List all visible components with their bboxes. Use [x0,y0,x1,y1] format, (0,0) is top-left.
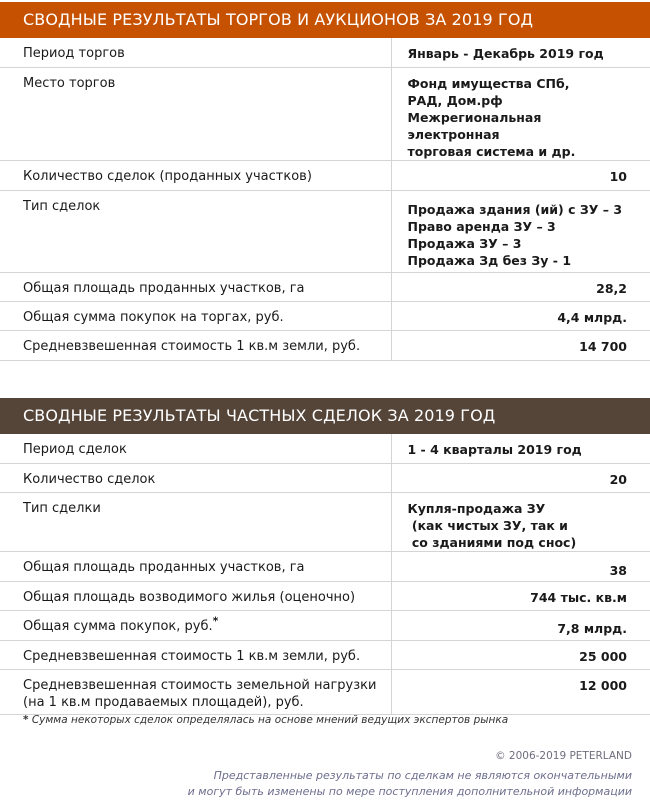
value-line: (как чистых ЗУ, так и [407,517,568,533]
value-line: Фонд имущества СПб, [407,75,570,91]
value-line: РАД, Дом.рф [407,92,503,108]
row-value [391,434,650,463]
value-line: Январь - Декабрь 2019 год [407,46,604,61]
footnote [23,714,508,726]
label-line: Общая сумма покупок, руб. [23,618,213,634]
auctions-section-title: СВОДНЫЕ РЕЗУЛЬТАТЫ ТОРГОВ И АУКЦИОНОВ ЗА 2019 ГОД [0,2,650,38]
label-line: Тип сделки [23,500,101,516]
table-row [0,581,650,610]
table-row [0,190,650,272]
label-line: Период сделок [23,442,127,457]
row-value [391,160,650,190]
row-label: Средневзвешенная стоимость 1 кв.м земли, руб. [0,330,391,360]
value-line: со зданиями под снос) [407,534,577,550]
row-value [391,669,650,714]
row-label [0,492,391,551]
disclaimer-line: Представленные результаты по сделкам не являются окончательными [213,769,632,782]
table-row [0,160,650,190]
table-row [0,434,650,463]
row-value [391,272,650,301]
row-label: Общая сумма покупок на торгах, руб. [0,301,391,330]
value-line: 4,4 млрд. [557,309,627,325]
value-line: 12 000 [579,677,627,693]
table-row [0,640,650,669]
table-row [0,492,650,551]
value-line: Межрегиональная электронная [407,109,542,142]
value-line: 14 700 [579,338,627,354]
table-row [0,551,650,581]
table-row [0,669,650,714]
row-value [391,551,650,581]
row-value [391,330,650,360]
row-label: Количество сделок (проданных участков) [0,160,391,190]
value-line: 25 000 [579,648,627,664]
row-label [0,434,391,463]
value-line: 10 [609,168,627,184]
table-row [0,38,650,67]
value-line: Продажа Зд без Зу - 1 [407,252,572,268]
row-label [0,640,391,669]
value-line: Право аренда ЗУ – 3 [407,218,556,234]
row-value [391,610,650,640]
row-label [0,669,391,714]
value-line: торговая система и др. [407,143,576,159]
value-line: 28,2 [596,280,627,296]
value-line: 744 тыс. кв.м [530,589,627,605]
row-value [391,190,650,272]
value-line: 20 [609,471,627,487]
table-row [0,463,650,492]
row-value [391,640,650,669]
footnote-marker: * [212,614,219,628]
auctions-summary-table [0,38,650,361]
label-line: Общая площадь возводимого жилья (оценочно) [23,589,356,605]
table-row [0,272,650,301]
value-line: 38 [609,562,627,578]
row-value [391,67,650,160]
private-section-title: СВОДНЫЕ РЕЗУЛЬТАТЫ ЧАСТНЫХ СДЕЛОК ЗА 2019 ГОД [0,398,650,434]
value-line: Продажа ЗУ – 3 [407,235,522,251]
disclaimer-line: и могут быть изменены по мере поступления дополнительной информации [187,785,632,798]
row-label: Общая площадь проданных участков, га [0,272,391,301]
value-line: Купля-продажа ЗУ [407,500,546,516]
label-line: Общая площадь проданных участков, га [23,559,305,575]
value-line: Продажа здания (ий) с ЗУ – 3 [407,201,623,217]
table-row [0,301,650,330]
row-label [0,463,391,492]
row-label [0,581,391,610]
private-deals-table [0,434,650,715]
disclaimer [188,768,632,800]
row-value [391,38,650,67]
row-label [0,610,391,640]
footnote-text: Сумма некоторых сделок определялась на основе мнений ведущих экспертов рынка [31,714,509,726]
value-line: 7,8 млрд. [557,620,627,636]
row-value [391,581,650,610]
label-line: Средневзвешенная стоимость 1 кв.м земли, руб. [23,648,361,664]
row-value [391,492,650,551]
table-row [0,330,650,360]
label-line: Средневзвешенная стоимость земельной нагрузки [23,677,377,693]
row-label: Период торгов [0,38,391,67]
label-line: Количество сделок [23,471,156,487]
row-label: Тип сделок [0,190,391,272]
row-value [391,301,650,330]
footnote-star: * [23,714,29,726]
label-line: (на 1 кв.м продаваемых площадей), руб. [23,694,304,710]
row-value [391,463,650,492]
row-label: Место торгов [0,67,391,160]
table-row [0,67,650,160]
table-row [0,610,650,640]
row-label [0,551,391,581]
copyright: © 2006-2019 PETERLAND [495,750,632,762]
value-line: 1 - 4 кварталы 2019 год [407,442,582,457]
